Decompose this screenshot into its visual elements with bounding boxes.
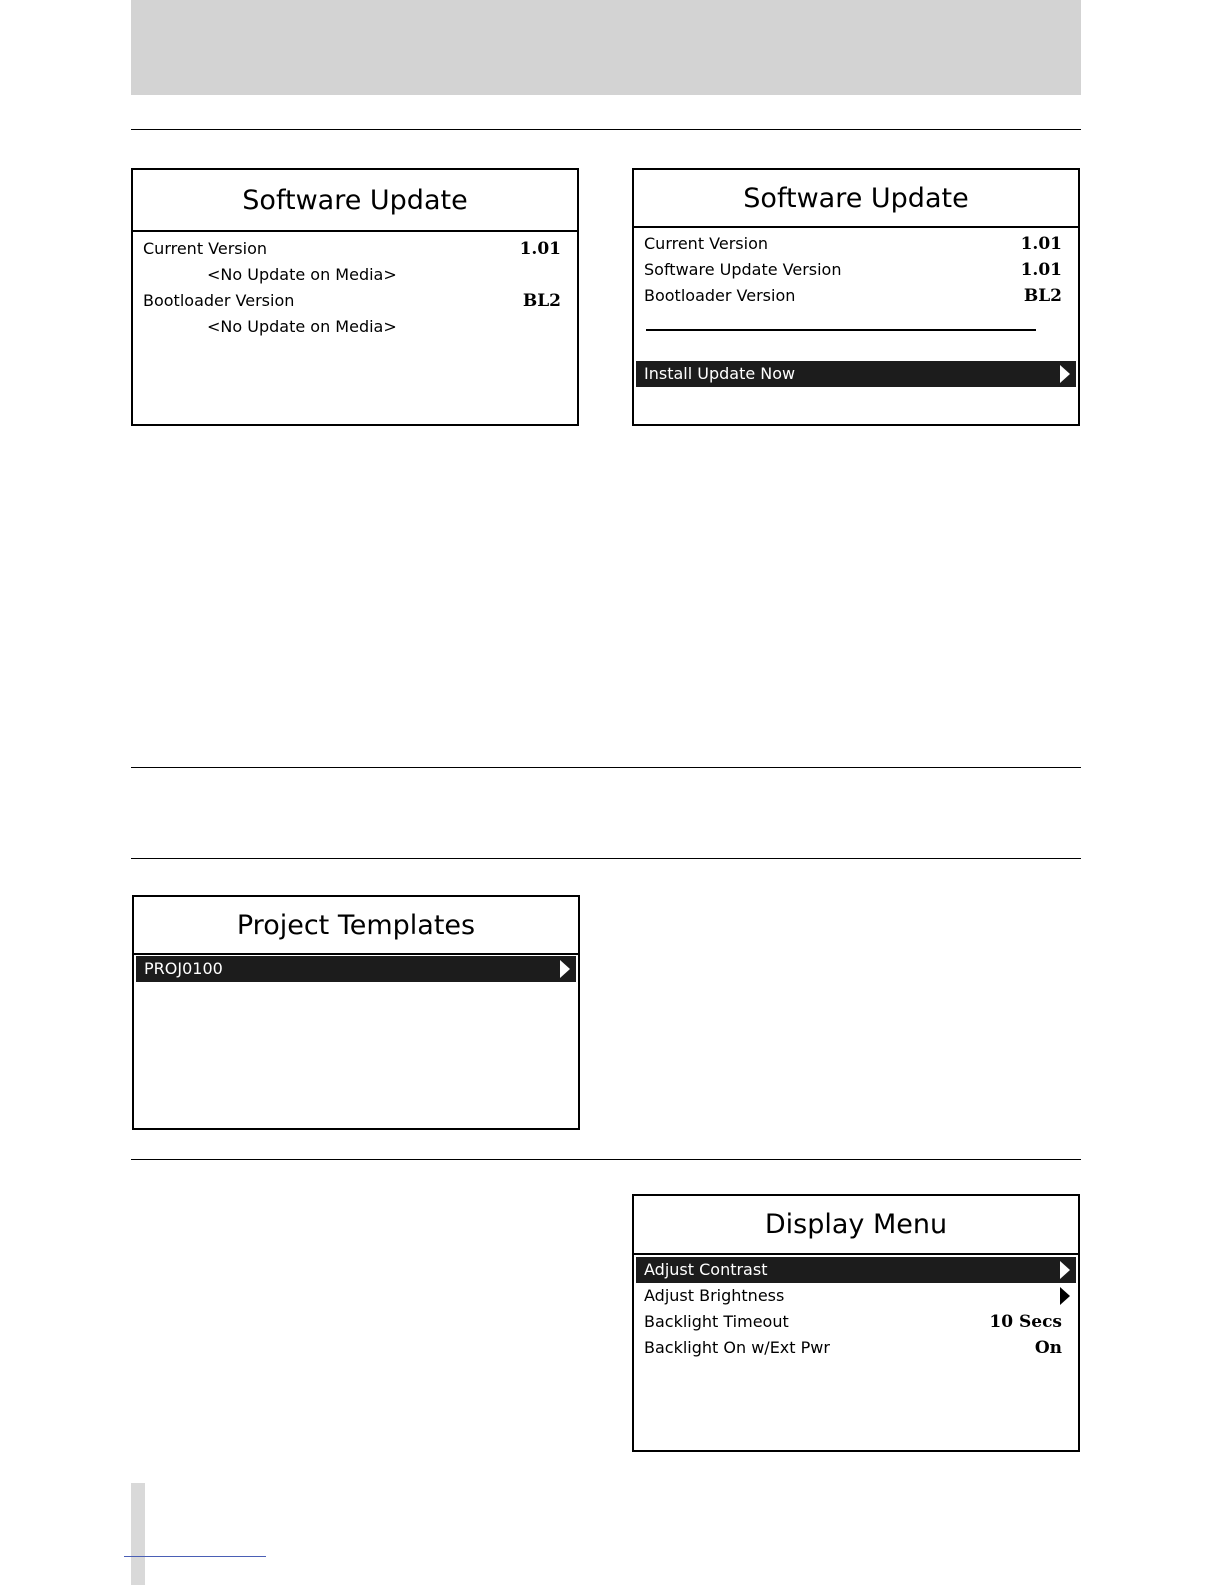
menu-item-label: PROJ0100 (144, 959, 223, 978)
project-templates-screen (132, 895, 580, 1130)
bootloader-version-row (634, 283, 1078, 309)
menu-item-label: Install Update Now (644, 364, 796, 383)
row-value: 1.01 (1020, 260, 1062, 280)
row-label: Software Update Version (644, 260, 842, 279)
right-triangle-icon (1060, 1287, 1070, 1305)
bootloader-version-row (133, 288, 577, 314)
row-label: <No Update on Media> (207, 317, 397, 336)
row-value: On (1034, 1338, 1062, 1358)
software-update-screen-available (632, 168, 1080, 426)
backlight-ext-pwr-item[interactable] (634, 1335, 1078, 1361)
row-label: <No Update on Media> (207, 265, 397, 284)
menu-item-label: Adjust Contrast (644, 1260, 768, 1279)
display-menu-screen (632, 1194, 1080, 1452)
row-value: 10 Secs (989, 1312, 1062, 1332)
section-rule (131, 858, 1081, 859)
section-rule (131, 767, 1081, 768)
section-rule (131, 129, 1081, 130)
menu-item-label: Backlight On w/Ext Pwr (644, 1338, 830, 1357)
backlight-timeout-item[interactable] (634, 1309, 1078, 1335)
adjust-contrast-item[interactable] (636, 1257, 1076, 1283)
no-update-notice (133, 262, 577, 288)
software-update-screen-no-update (131, 168, 579, 426)
no-update-notice (133, 314, 577, 340)
row-label: Current Version (143, 239, 268, 258)
software-update-version-row (634, 257, 1078, 283)
install-update-now-item[interactable] (636, 361, 1076, 387)
screen-title: Software Update (634, 170, 1078, 228)
row-value: BL2 (522, 291, 561, 311)
menu-item-label: Backlight Timeout (644, 1312, 789, 1331)
row-value: 1.01 (519, 239, 561, 259)
page-footer-bar (131, 1483, 145, 1585)
row-label: Bootloader Version (644, 286, 796, 305)
project-template-item[interactable] (136, 956, 576, 982)
current-version-row (133, 236, 577, 262)
adjust-brightness-item[interactable] (634, 1283, 1078, 1309)
row-label: Bootloader Version (143, 291, 295, 310)
right-triangle-icon (1060, 365, 1070, 383)
row-value: 1.01 (1020, 234, 1062, 254)
row-value: BL2 (1023, 286, 1062, 306)
screen-title: Project Templates (134, 897, 578, 955)
page-header-band (131, 0, 1081, 95)
section-rule (131, 1159, 1081, 1160)
menu-item-label: Adjust Brightness (644, 1286, 785, 1305)
row-label: Current Version (644, 234, 769, 253)
right-triangle-icon (1060, 1261, 1070, 1279)
current-version-row (634, 231, 1078, 257)
right-triangle-icon (560, 960, 570, 978)
footer-link-underline (124, 1556, 266, 1557)
screen-title: Display Menu (634, 1196, 1078, 1255)
screen-title: Software Update (133, 170, 577, 232)
